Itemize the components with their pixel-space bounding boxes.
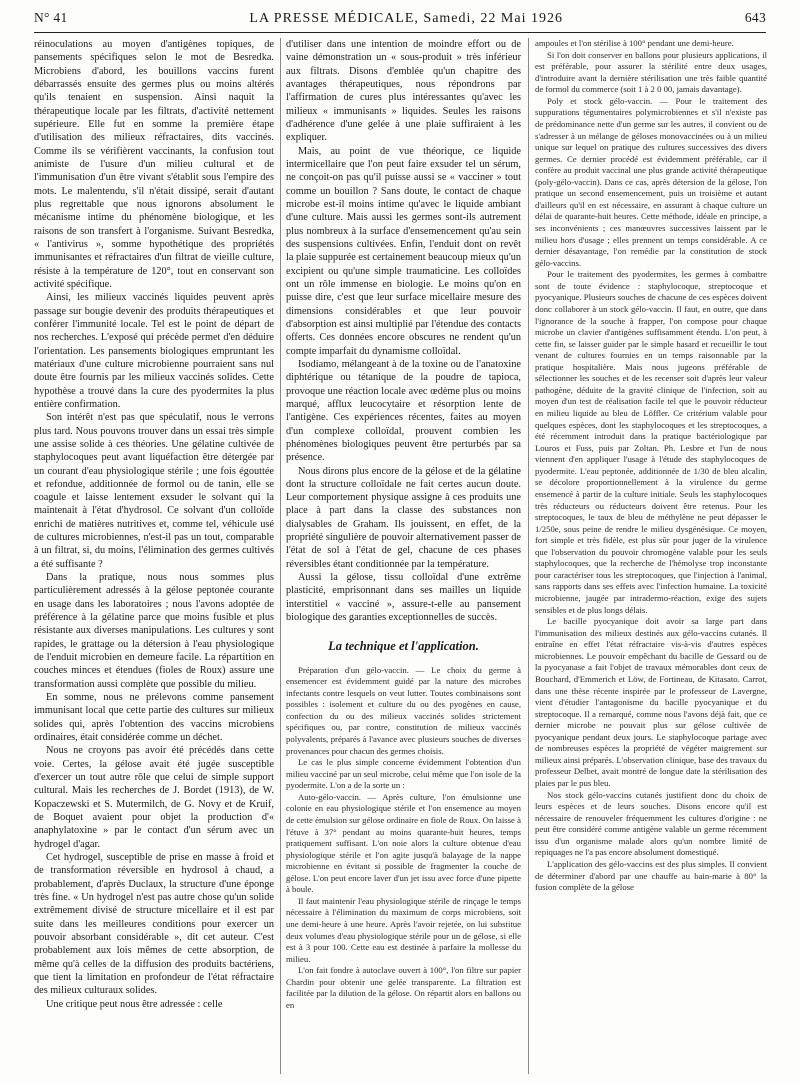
page-number: 643 bbox=[744, 10, 766, 25]
header-rule bbox=[34, 32, 766, 33]
paragraph: Dans la pratique, nous nous sommes plus particulièrement adressés à la gélose peptonée courante en usage dans les laboratoires ; nous l'avons adoptée de préférence à la gélatine parce que moins fusible et plus résistante aux diverses manipulations. Les cultures y sont rapides, le grattage ou la détersion à l'eau physiologique de l'enduit microbien en demeure facile. La répartition en couches minces et étendues (fioles de Roux) assure une transformation aussi complète que possible du milieu. bbox=[34, 572, 274, 690]
paragraph: Une critique peut nous être adressée : celle bbox=[46, 998, 223, 1010]
paragraph: Ainsi, les milieux vaccinés liquides peuvent après passage sur bougie devenir des produits thérapeutiques et conférer l'immunité locale. Tel est le point de départ de nos recherches. L'exposé qui précède permet d'en déduire l'orientation. Les pansements biologiques empruntant les matériaux d'une culture microbienne pourraient sans nul doute être fournis par les milieux vaccinés solides. Cette hypothèse a trouvé dans la cure des pyodermites la plus entière confirmation. bbox=[34, 292, 274, 410]
paragraph: Cet hydrogel, susceptible de prise en masse à froid et de transformation réversible en hydrosol à chaud, a probablement, d'après Duclaux, la structure d'une éponge très fine. « Un hydrogel n'est pas autre chose qu'un solide extrêmement divisé de structure micellaire et il est par suite dans les meilleures conditions pour exercer un pouvoir absorbant considérable », dit cet auteur. C'est probablement aux lois mêmes de cette absorption, de même qu'à celles de la diffusion des produits bactériens, que tient la limitation en profondeur de l'état réfractaire des milieux culturaux solides. bbox=[34, 852, 274, 997]
journal-title: LA PRESSE MÉDICALE, Samedi, 22 Mai 1926 bbox=[249, 11, 563, 26]
issue-number: N° 41 bbox=[34, 10, 68, 25]
paragraph: Le cas le plus simple concerne évidemment l'obtention d'un milieu vacciné par un seul microbe, celui même que l'on isole de la pyodermite. L'on a de la sorte un : bbox=[286, 757, 521, 791]
paragraph: ampoules et l'on stérilise à 100° pendant une demi-heure. bbox=[535, 38, 734, 48]
paragraph: Aussi la gélose, tissu colloïdal d'une extrême plasticité, emprisonnant dans ses mailles un liquide interstitiel « vacciné », assure-t-elle au pansement biologique des garanties exceptionnelles de succès. bbox=[286, 572, 521, 624]
paragraph: Il faut maintenir l'eau physiologique stérile de rinçage le temps nécessaire à l'élimination du maximum de corps microbiens, soit une demi-heure à une heure. Après l'avoir rejetée, on lui substitue deux volumes d'eau physiologique stérile pour un de gélose, si elle est à 3 pour 100. Cette eau est destinée à parfaire la mollesse du milieu. bbox=[286, 895, 521, 964]
paragraph: Mais, au point de vue théorique, ce liquide intermicellaire que l'on peut faire exsuder tel un sérum, ne conçoit-on pas qu'il puisse aussi se « vacciner » tout comme un bouillon ? Sans doute, le contact de chaque microbe est-il moins intime qu'avec le liquide ambiant d'une culture. Mais aussi les germes sont-ils autrement plus nombreux à la surface d'ensemencement qu'au sein des suspensions cultivées. Enfin, l'enduit dont on revêt la plaie suppurée est certainement beaucoup mieux qu'un excipient ou qu'une simple traumaticine. Les colloïdes ont un rôle immense en biologie. Le moins qu'on en puisse dire, c'est que leur surface micellaire mesure des dimensions considérables et que leur pouvoir d'absorption est ainsi multiplié par l'étendue des contacts offerts. Ces données encore obscures ne rendent qu'un compte imparfait du dynamisme colloïdal. bbox=[286, 145, 521, 357]
paragraph: Nos stock gélo-vaccins cutanés justifient donc du choix de leurs espèces et de leurs souches. Disons encore qu'il est nécessaire de renouveler fréquemment les cultures d'origine : ne peut être considéré comme antigène valable un germe récemment issu d'un organisme malade alors qu'un nombre limité de repiquages ne l'a pas encore absolument domestiqué. bbox=[535, 789, 767, 858]
paragraph: Son intérêt n'est pas que spéculatif, nous le verrons plus tard. Nous pouvons trouver dans un essai très simple une assise solide à ces théories. Une gélatine cultivée de staphylocoques peut avant liquéfaction être détergée par un courant d'eau physiologique stérile ; une fois égouttée et refondue, additionnée de formol ou de tanin, elle se coagule et laisse lentement exsuder le solvant qui la maintenait à l'état d'hydrosol. Ce solvant d'un colloïde enrichi de matières nutritives et, comme tel, véhicule usé de cultures microbiennes, n'est-il pas un tout, comparable à un filtrat, si, du moins, l'élimination des germes cultivés a été suffisante ? bbox=[34, 412, 274, 570]
paragraph: Poly et stock gélo-vaccin. — Pour le traitement des suppurations tégumentaires polymicrobiennes et s'il n'existe pas de prédominance nette d'un germe sur les autres, il convient ou de s'adresser à un mélange de géloses monovaccinées ou à un milieu unique sur lequel on pratique des cultures successives des divers germes. Ce dernier procédé est évidemment préférable, car il confère au produit vaccinal une plus grande activité thérapeutique (poly-gélo-vaccin). Dans ce cas, après détersion de la gélose, l'on pratique un second ensemencement, puis un troisième et autant d'ailleurs qu'il en est nécessaire, en assurant à chaque culture un délai de quarante-huit heures. Cette méthode, idéale en principe, a ses inconvénients ; ces manœuvres successives laissent par le milieu hors d'usage ; elles prennent un temps considérable. A ce dernier désavantage, l'on remédie par la constitution de stock gélo-vaccins. bbox=[535, 95, 767, 268]
paragraph: En somme, nous ne prélevons comme pansement immunisant local que cette partie des cultures sur milieux solides qui, après l'obtention des vaccins microbiens ordinaires, était considérée comme un déchet. bbox=[34, 692, 274, 744]
paragraph: Auto-gélo-vaccin. — Après culture, l'on émulsionne une colonie en eau physiologique stérile et l'on ensemence au moyen de cette émulsion sur gélose ordinaire en fiole de Roux. On laisse à l'étuve à 37° pendant au moins quarante-huit heures, temps pratiquement suffisant. L'on noie alors la culture obtenue d'eau physiologique stérile et l'on agite jusqu'à balayage de la nappe microbienne en évitant si possible de fragmenter la couche de gélose. L'on peut encore laver d'un jet issu avec force d'une pipette à boule. bbox=[286, 791, 521, 895]
paragraph: Nous dirons plus encore de la gélose et de la gélatine dont la structure colloïdale ne fait certes aucun doute. Leur comportement physique assigne à ces produits une place à part dans la classe des substances non dialysables de Graham. Ils jouissent, en effet, de la propriété singulière de pouvoir alternativement passer de l'état de sol à l'état de gel, chacune de ces phases réversibles étant conditionnée par la température. bbox=[286, 465, 521, 570]
page-header bbox=[34, 10, 766, 32]
paragraph: réinoculations au moyen d'antigènes topiques, de pansements spécifiques selon le mot de Besredka. Microbiens d'abord, les bouillons vaccins furent débarrassés ensuite des germes plus ou moins altérés qu'ils tenaient en suspension. Ainsi naquit la thérapeutique locale par les filtrats, d'activité nettement supérieure. Elle fut en somme la première étape d'utilisation des milieux réfractaires, dits vaccinés. Comme ils se vérifièrent vaccinants, la confusion tout animiste de l'usure d'un milieu cultural et de l'immunisation d'un être vivant s'établit sous l'empire des mots. Le malentendu, s'il n'était dissipé, serait d'autant plus regrettable que nous ignorons absolument le mécanisme intime du phénomène biologique, et les raisons de son transfert à l'organisme. Suivant Besredka, « l'antivirus », somme hypothétique des propriétés immunisantes et réfractaires d'un filtrat de vieille culture, résiste à la température de 120°, tout en conservant son activité spécifique. bbox=[34, 39, 274, 290]
column-2 bbox=[286, 38, 521, 1078]
paragraph: Nous ne croyons pas avoir été précédés dans cette voie. Certes, la gélose avait été jugée susceptible d'exercer un tout autre rôle que celui de simple support cultural. Mais les recherches de J. Bordet (1913), de W. Kopaczewski et S. Mutermilch, de G. Novy et de Kruif, de Boquet avaient pour objet la production d'« anaphylatoxine » par le contact d'un sérum avec un hydrogel d'agar. bbox=[34, 745, 274, 850]
column-divider bbox=[528, 38, 529, 1074]
paragraph: Isodiamo, mélangeant à de la toxine ou de l'anatoxine diphtérique ou tétanique de la poudre de tapioca, provoque une réaction locale avec œdème plus ou moins marqué, afflux leucocytaire et résorption lente de l'antigène. Ces expériences récentes, faites au moyen d'un complexe colloïdal, prouvent combien les phénomènes biologiques peuvent être perturbés par sa présence. bbox=[286, 358, 521, 464]
paragraph: d'utiliser dans une intention de moindre effort ou de vaine démonstration un « sous-produit » très inférieur aux filtrats. Disons d'emblée qu'un chapitre des avantages thérapeutiques, nous répondrons par l'affirmation de cures plus intéressantes qu'avec les milieux « immunisants » liquides. Seules les raisons d'adhérence d'une gelée à une plaie suffiraient à les expliquer. bbox=[286, 39, 521, 144]
paragraph: Préparation d'un gélo-vaccin. — Le choix du germe à ensemencer est évidemment guidé par la nature des microbes infectants contre lesquels on veut lutter. Toutes combinaisons sont possibles : isolement et culture du ou des pyogènes en cause, confection du ou des milieux vaccinés solides strictement spécifiques ou, par contre, constitution de milieux vaccinés polyvalents, préparés à l'avance avec plusieurs souches de diverses provenances pour chacun des germes choisis. bbox=[286, 664, 521, 756]
paragraph: Pour le traitement des pyodermites, les germes à combattre sont de toute évidence : staphylocoque, streptocoque et pyocyanique. Plusieurs souches de chacune de ces espèces doivent donc collaborer à un stock gélo-vaccin. Il faut, en outre, que dans l'ignorance de la souche à frapper, l'on compose pour chaque microbe un clavier d'antigènes suffisamment étendu. L'on peut, à cette fin, se laisser guider par le simple hasard et recueillir le tout venant de cultures fournies en un temps raisonnable par la pratique hospitalière. Mais nous jugeons préférable de sélectionner les souches et de les recenser soit d'après leur valeur pathogène, déduite de la gravité clinique de l'infection, soit au moyen d'un test de réalisation facile tel que le pouvoir réducteur en milieu liquide au bleu de Löffler. Ce critérium valable pour quelques espèces, dont les staphylocoques et les streptocoques, a été récemment introduit dans la pratique bactériologique par Louros et Fuss, puis par Zoltan. Ph. Lesbre et l'un de nous viennent d'en appliquer l'usage à l'étude des staphylocoques de pyodermite. L'eau peptonée, additionnée de 1/30 de bleu alcalin, se décolore proportionnellement à la virulence du germe ensemencé à partir de la culture initiale. Seuls les staphylocoques très réducteurs ou réducteurs doivent être retenus. Pour les streptocoques, le taux de bleu de méthylène ne peut dépasser le 1/250e, sous peine de rendre le milieu dysgénésique. Ce moyen, fort simple et très fidèle, est plus sûr pour juger de la virulence que l'observation du pouvoir chromogène valable pour les seuls staphylocoques, que la recherche de l'hémolyse trop inconstante pour caractériser tous les streptocoques, que l'injection à l'animal, sans rapports dans ses effets avec l'infection humaine. La toxicité microbienne, jaugée par intradermo-réaction, exige des sujets sensibles et de plus longs délais. bbox=[535, 269, 767, 615]
column-3 bbox=[535, 38, 767, 1078]
paragraph: L'application des gélo-vaccins est des plus simples. Il convient de déterminer d'abord par une chauffe au bain-marie à 80° la fusion complète de la gélose bbox=[535, 858, 767, 893]
column-divider bbox=[280, 38, 281, 1074]
paragraph: Si l'on doit conserver en ballons pour plusieurs applications, il est préférable, pour assurer la stérilité entre deux usages, d'introduire avant la dernière stérilisation une très faible quantité de formol du commerce (soit 1 à 2 0 00, jamais davantage). bbox=[535, 49, 767, 95]
section-heading: La technique et l'application. bbox=[328, 639, 479, 654]
paragraph: L'on fait fondre à autoclave ouvert à 100°, l'on filtre sur papier Chardin pour obtenir une gelée transparente. La filtration est facilitée par la dilution de la gélose. On répartit alors en ballons ou en bbox=[286, 965, 521, 1010]
paragraph: Le bacille pyocyanique doit avoir sa large part dans l'immunisation des milieux destinés aux gélo-vaccins cutanés. Il entraîne en effet l'état réfractaire vis-à-vis d'autres espèces microbiennes. Le pouvoir empêchant du bacille de Gessard ou de la pyocyanase a fait l'objet de travaux mémorables dont ceux de Bouchard, d'Emmerich et Löw, de Fortineau, de Kitasato. Carrot, dans une thèse récente inspirée par le professeur de Lavergne, vient d'étudier l'antagonisme du bacille pyocyanique et du streptocoque. Il a remarqué, comme nous l'avons déjà fait, que ce dernier microbe ne pouvait plus sur gélose cultivée de pyocyanique pendant deux jours. Le staphylocoque partage avec de nombreuses espèces la propriété de végéter maigrement sur milieux ainsi préparés. L'observation clinique, base des travaux du professeur Delbet, avait montré de longue date la stérilisation des plaies par le pus bleu. bbox=[535, 616, 767, 788]
column-1 bbox=[34, 38, 274, 1078]
